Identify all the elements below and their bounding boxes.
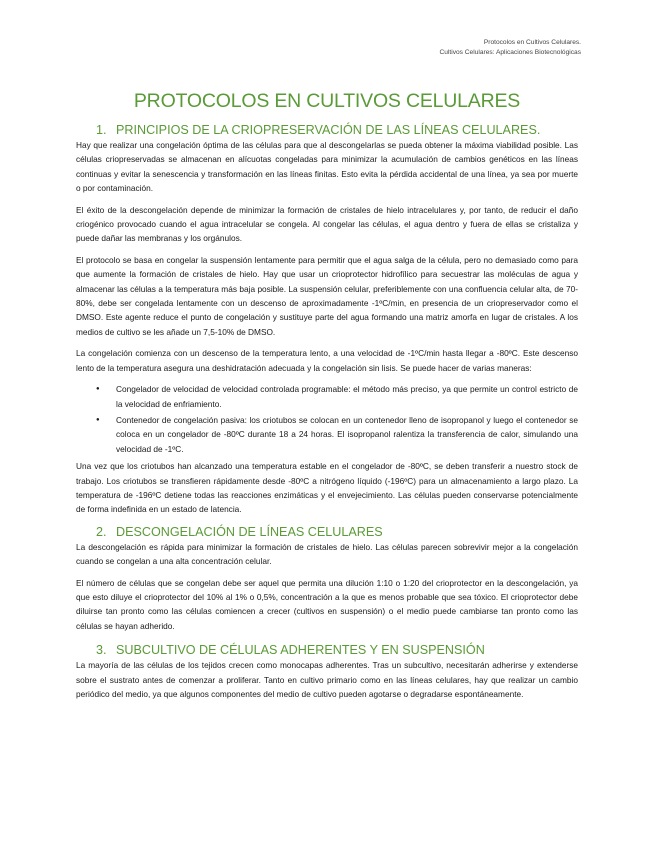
section-2 — [76, 524, 578, 633]
paragraph: El protocolo se basa en congelar la suspensión lentamente para permitir que el agua salga de la célula, pero no demasiado como para que aumente la formación de cristales de hielo. Hay que usar un crioprotector hidrofílico para secuestrar las moléculas de agua y almacenar las células a la temperatura más baja posible. La suspensión celular, preferiblemente con una confluencia celular alta, de 70-80%, debe ser congelada lentamente con un descenso de aproximadamente -1ºC/min, en presencia de un criopreservador como el DMSO. Este agente reduce el punto de congelación y sustituye parte del agua formando una matriz amorfa en lugar de cristales. A los medios de cultivo se les añade un 7,5-10% de DMSO. — [76, 254, 578, 337]
paragraph: El éxito de la descongelación depende de minimizar la formación de cristales de hielo intracelulares y, por tanto, de reducir el daño criogénico provocado cuando el agua intracelular se congela. Al congelar las células, el agua dentro y fuera de ellas se cristaliza y puede dañar las membranas y los orgánulos. — [76, 204, 578, 244]
section-1 — [76, 122, 578, 517]
section-title: PRINCIPIOS DE LA CRIOPRESERVACIÓN DE LAS LÍNEAS CELULARES. — [116, 123, 541, 137]
document-body — [76, 88, 578, 708]
list-item: ● Contenedor de congelación pasiva: los criotubos se colocan en un contenedor lleno de isopropanol y luego el contenedor se coloca en un congelador de -80ºC durante 18 a 24 horas. El isopropanol ralentiza la transferencia de calor, simulando una velocidad de -1ºC. — [116, 413, 578, 456]
bullet-list — [76, 382, 578, 456]
paragraph: Una vez que los criotubos han alcanzado una temperatura estable en el congelador de -80ºC, se deben transferir a nuestro stock de trabajo. Los criotubos se transfieren rápidamente desde -80ºC a nitrógeno líquido (-196ºC) para un almacenamiento a largo plazo. La temperatura de -196ºC detiene todas las reacciones enzimáticas y el envejecimiento. Las células pueden conservarse potencialmente de forma indefinida en un estado de latencia. — [76, 461, 578, 515]
paragraph: La descongelación es rápida para minimizar la formación de cristales de hielo. Las células parecen sobrevivir mejor a la congelación cuando se congelan a una alta concentración celular. — [76, 541, 578, 567]
paragraph: El número de células que se congelan debe ser aquel que permita una dilución 1:10 o 1:20 del crioprotector en la descongelación, ya que esto diluye el crioprotector del 10% al 1% o 0,5%, concentración a la que es menos probable que sea tóxico. El crioprotector debe diluirse tan pronto como las células comiencen a crecer (cultivos en suspensión) o el medio puede cambiarse tan pronto como las células se hayan adherido. — [76, 577, 578, 631]
section-number: 2. — [96, 524, 107, 539]
section-heading — [76, 524, 578, 540]
running-header — [440, 38, 581, 58]
paragraph: Hay que realizar una congelación óptima de las células para que al descongelarlas se pueda obtener la máxima viabilidad posible. Las células criopreservadas se almacenan en alícuotas congeladas para minimizar la acumulación de cambios genéticos en las líneas continuas y evitar la senescencia y transformación en las líneas finitas. Esto evita la pérdida accidental de una línea, ya sea por muerte o por contaminación. — [76, 140, 578, 194]
list-item: ● Congelador de velocidad de velocidad controlada programable: el método más preciso, ya que permite un control estricto de la velocidad de enfriamiento. — [116, 382, 578, 411]
section-number: 3. — [96, 643, 107, 658]
section-number: 1. — [96, 123, 107, 137]
section-heading — [76, 642, 578, 658]
paragraph: La mayoría de las células de los tejidos crecen como monocapas adherentes. Tras un subcultivo, necesitarán adherirse y extenderse sobre el sustrato antes de comenzar a proliferar. Tanto en cultivo primario como en las líneas celulares, hay que realizar un cambio periódico del medio, ya que algunos componentes del medio de cultivo pueden agotarse o degradarse espontáneamente. — [76, 660, 578, 699]
header-line-1: Protocolos en Cultivos Celulares. — [483, 39, 581, 46]
section-3 — [76, 642, 578, 701]
header-line-2: Cultivos Celulares: Aplicaciones Biotecnológicas — [439, 49, 581, 56]
section-title: SUBCULTIVO DE CÉLULAS ADHERENTES Y EN SUSPENSIÓN — [116, 643, 485, 658]
section-heading — [76, 122, 578, 138]
section-title: DESCONGELACIÓN DE LÍNEAS CELULARES — [116, 524, 383, 539]
paragraph: La congelación comienza con un descenso de la temperatura lento, a una velocidad de -1ºC/min hasta llegar a -80ºC. Este descenso lento de la temperatura asegura una deshidratación adecuada y la congelación sin lisis. Se puede hacer de varias maneras: — [76, 348, 578, 373]
page-title: PROTOCOLOS EN CULTIVOS CELULARES — [133, 90, 521, 112]
